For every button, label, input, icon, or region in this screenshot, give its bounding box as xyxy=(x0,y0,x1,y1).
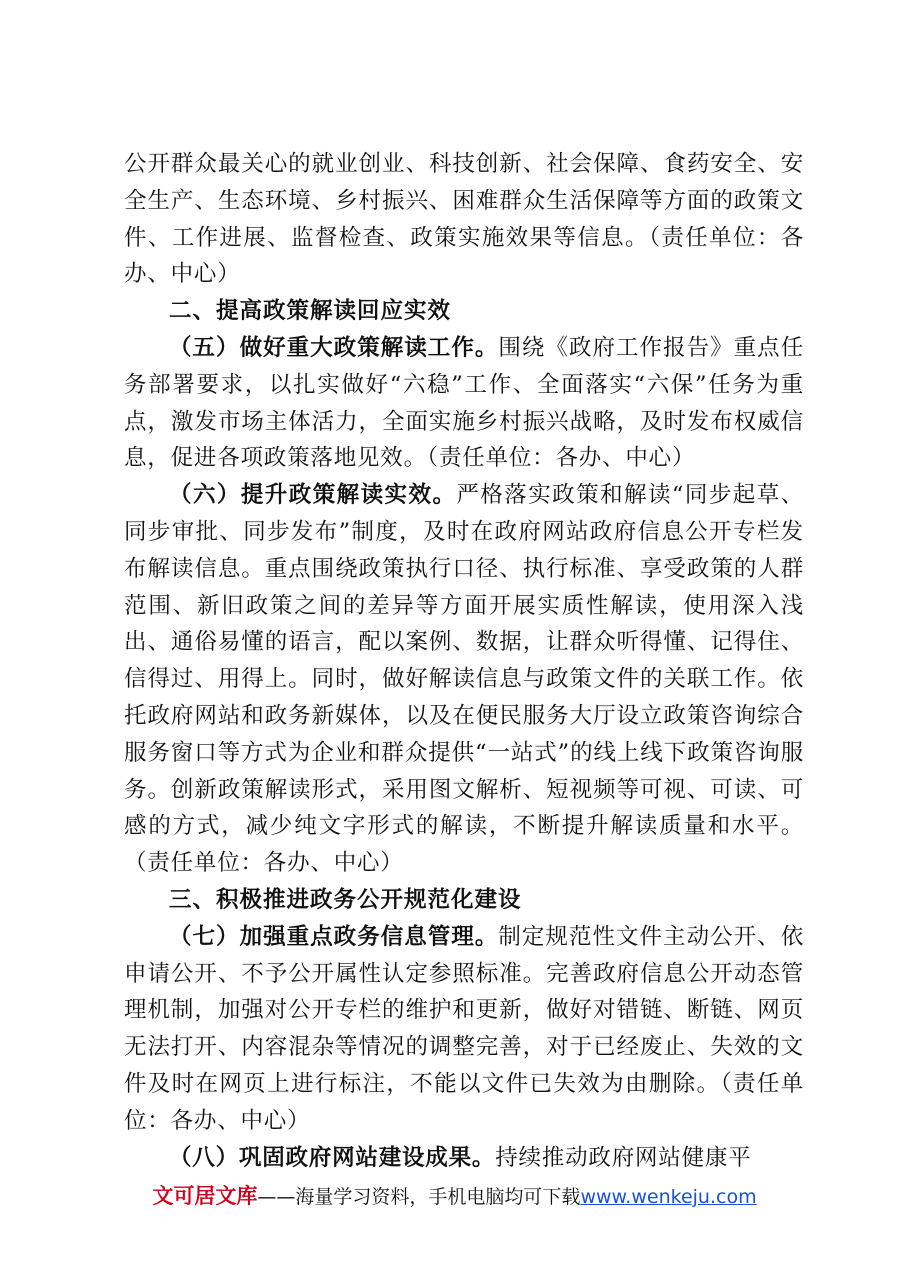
item-paragraph-8 xyxy=(124,1140,804,1177)
paragraph-text: 制定规范性文件主动公开、依申请公开、不予公开属性认定参照标准。完善政府信息公开动态管理机制，加强对公开专栏的维护和更新，做好对错链、断链、网页无法打开、内容混杂等情况的调整完善，对于已经废止、失效的文件及时在网页上进行标注，不能以文件已失效为由删除。（责任单位：各办、中心） xyxy=(124,923,804,1134)
item-lead: （七）加强重点政务信息管理。 xyxy=(169,923,499,950)
section-heading-2 xyxy=(124,293,804,330)
item-lead: （五）做好重大政策解读工作。 xyxy=(169,334,499,361)
item-lead: （八）巩固政府网站建设成果。 xyxy=(169,1144,496,1171)
paragraph-text: 公开群众最关心的就业创业、科技创新、社会保障、食药安全、安全生产、生态环境、乡村振兴、困难群众生活保障等方面的政策文件、工作进展、监督检查、政策实施效果等信息。（责任单位：各办、中心） xyxy=(124,151,804,288)
footer-url-link[interactable]: www.wenkeju.com xyxy=(580,1186,757,1208)
item-paragraph-7 xyxy=(124,919,804,1140)
continuation-paragraph xyxy=(124,146,804,293)
item-paragraph-6 xyxy=(124,477,804,882)
footer-tagline: ——海量学习资料，手机电脑均可下载 xyxy=(257,1186,581,1208)
footer-banner xyxy=(0,1182,909,1211)
document-body xyxy=(124,146,804,1176)
heading-text: 二、提高政策解读回应实效 xyxy=(169,298,452,325)
heading-text: 三、积极推进政务公开规范化建设 xyxy=(169,886,522,913)
paragraph-text: 严格落实政策和解读“同步起草、同步审批、同步发布”制度，及时在政府网站政府信息公开专栏发布解读信息。重点围绕政策执行口径、执行标准、享受政策的人群范围、新旧政策之间的差异等方面开展实质性解读，使用深入浅出、通俗易懂的语言，配以案例、数据，让群众听得懂、记得住、信得过、用得上。同时，做好解读信息与政策文件的关联工作。依托政府网站和政务新媒体，以及在便民服务大厅设立政策咨询综合服务窗口等方式为企业和群众提供“一站式”的线上线下政策咨询服务。创新政策解读形式，采用图文解析、短视频等可视、可读、可感的方式，减少纯文字形式的解读，不断提升解读质量和水平。（责任单位：各办、中心） xyxy=(124,482,804,877)
item-paragraph-5 xyxy=(124,330,804,477)
paragraph-text: 围绕《政府工作报告》重点任务部署要求，以扎实做好“六稳”工作、全面落实“六保”任务为重点，激发市场主体活力，全面实施乡村振兴战略，及时发布权威信息，促进各项政策落地见效。（责任单位：各办、中心） xyxy=(124,334,804,472)
item-lead: （六）提升政策解读实效。 xyxy=(169,482,457,509)
paragraph-text: 持续推动政府网站健康平 xyxy=(495,1144,752,1171)
footer-brand: 文可居文库 xyxy=(152,1184,258,1208)
section-heading-3 xyxy=(124,882,804,919)
